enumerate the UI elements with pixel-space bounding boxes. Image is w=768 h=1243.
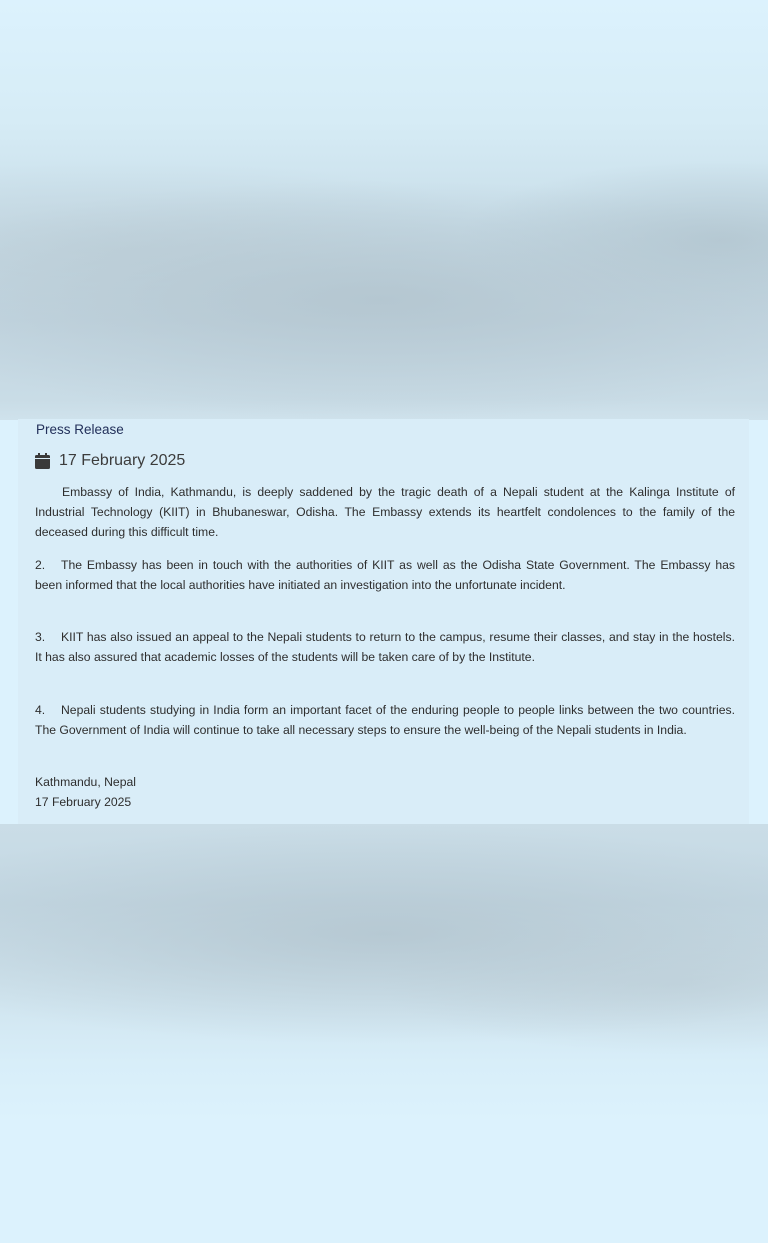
date-row [35,452,185,470]
paragraph-4-text: Nepali students studying in India form an important facet of the enduring people to people links between the two countries. The Government of India will continue to take all necessary steps to ensure the well-being of the Nepali students in India. [35,703,735,737]
closing-place: Kathmandu, Nepal [35,775,136,789]
paragraph-1 [35,482,735,542]
paragraph-3-number: 3. [35,630,46,644]
paragraph-4 [35,700,735,740]
closing-block [35,772,136,812]
paragraph-2 [35,555,735,595]
paragraph-3 [35,627,735,667]
press-release-card [18,419,749,824]
blurred-background-bottom [0,824,768,1243]
paragraph-2-number: 2. [35,558,46,572]
release-date: 17 February 2025 [59,452,186,469]
closing-date: 17 February 2025 [35,795,132,809]
calendar-icon [35,453,50,469]
press-release-label: Press Release [36,422,124,437]
blurred-background-top [0,0,768,420]
paragraph-1-text: Embassy of India, Kathmandu, is deeply saddened by the tragic death of a Nepali student at the Kalinga Institute of Industrial Technology (KIIT) in Bhubaneswar, Odisha. The Embassy extends its heartfelt condolences to the family of the deceased during this difficult time. [35,485,735,539]
paragraph-4-number: 4. [35,703,46,717]
paragraph-3-text: KIIT has also issued an appeal to the Nepali students to return to the campus, resume their classes, and stay in the hostels. It has also assured that academic losses of the students will be taken care of by the Institute. [35,630,735,664]
paragraph-2-text: The Embassy has been in touch with the authorities of KIIT as well as the Odisha State Government. The Embassy has been informed that the local authorities have initiated an investigation into the unfortunate incident. [35,558,735,592]
